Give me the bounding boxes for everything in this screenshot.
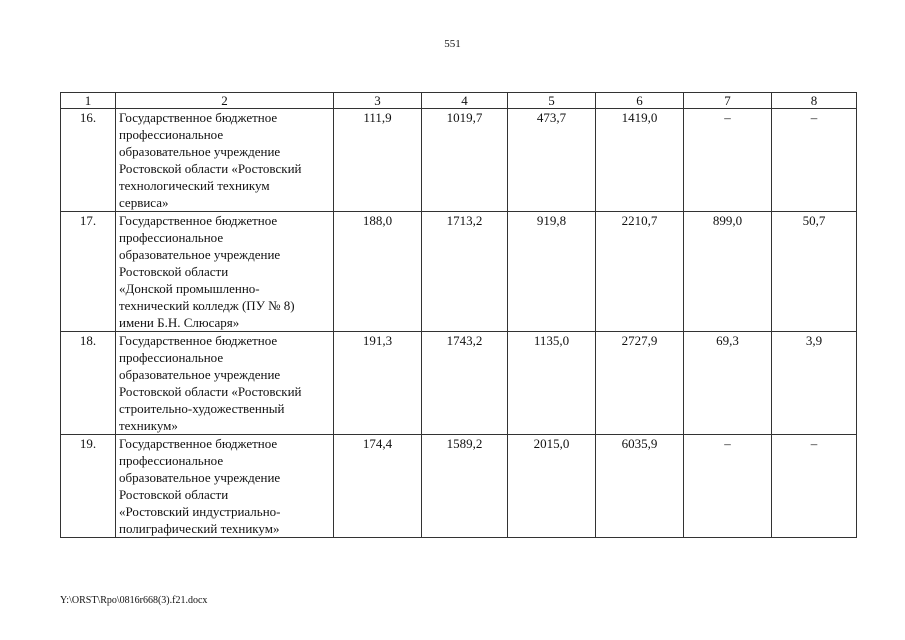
table-row (61, 435, 857, 538)
name-line: образовательное учреждение (119, 247, 281, 262)
name-line: имени Б.Н. Слюсаря» (119, 315, 240, 330)
page-number: 551 (444, 38, 461, 50)
name-line: Государственное бюджетное (119, 436, 278, 451)
value-cell: 1743,2 (422, 332, 508, 435)
institution-name (116, 332, 334, 435)
footer-file-path: Y:\ORST\Rpo\0816r668(3).f21.docx (60, 595, 208, 606)
name-line: технический колледж (ПУ № 8) (119, 298, 295, 313)
column-header: 7 (684, 93, 772, 109)
name-line: технологический техникум (119, 178, 270, 193)
value-cell: – (772, 435, 857, 538)
value-cell: 919,8 (508, 212, 596, 332)
institution-name (116, 435, 334, 538)
value-cell: 2210,7 (596, 212, 684, 332)
value-cell: 3,9 (772, 332, 857, 435)
name-line: образовательное учреждение (119, 470, 281, 485)
name-line: профессиональное (119, 230, 224, 245)
table-row (61, 109, 857, 212)
value-cell: 50,7 (772, 212, 857, 332)
column-header: 1 (61, 93, 116, 109)
name-line: профессиональное (119, 127, 224, 142)
table-row (61, 332, 857, 435)
name-line: Государственное бюджетное (119, 333, 278, 348)
table-row (61, 212, 857, 332)
name-line: образовательное учреждение (119, 367, 281, 382)
name-line: «Донской промышленно- (119, 281, 260, 296)
value-cell: 1713,2 (422, 212, 508, 332)
institution-name (116, 212, 334, 332)
name-line: профессиональное (119, 453, 224, 468)
value-cell: – (684, 109, 772, 212)
value-cell: 188,0 (334, 212, 422, 332)
value-cell: 473,7 (508, 109, 596, 212)
name-line: Ростовской области «Ростовский (119, 161, 302, 176)
value-cell: 191,3 (334, 332, 422, 435)
column-header: 8 (772, 93, 857, 109)
value-cell: 6035,9 (596, 435, 684, 538)
budget-table (60, 92, 857, 538)
value-cell: 2727,9 (596, 332, 684, 435)
institution-name (116, 109, 334, 212)
row-number: 18. (61, 332, 116, 435)
column-number-row (61, 93, 857, 109)
value-cell: 1019,7 (422, 109, 508, 212)
row-number: 16. (61, 109, 116, 212)
value-cell: – (772, 109, 857, 212)
name-line: строительно-художественный (119, 401, 285, 416)
name-line: профессиональное (119, 350, 224, 365)
name-line: сервиса» (119, 195, 169, 210)
name-line: Государственное бюджетное (119, 213, 278, 228)
name-line: Ростовской области «Ростовский (119, 384, 302, 399)
value-cell: 1589,2 (422, 435, 508, 538)
column-header: 3 (334, 93, 422, 109)
name-line: Ростовской области (119, 264, 229, 279)
value-cell: 174,4 (334, 435, 422, 538)
value-cell: 69,3 (684, 332, 772, 435)
value-cell: 1135,0 (508, 332, 596, 435)
name-line: Государственное бюджетное (119, 110, 278, 125)
column-header: 6 (596, 93, 684, 109)
value-cell: – (684, 435, 772, 538)
column-header: 5 (508, 93, 596, 109)
column-header: 2 (116, 93, 334, 109)
column-header: 4 (422, 93, 508, 109)
value-cell: 111,9 (334, 109, 422, 212)
name-line: образовательное учреждение (119, 144, 281, 159)
row-number: 17. (61, 212, 116, 332)
value-cell: 899,0 (684, 212, 772, 332)
name-line: полиграфический техникум» (119, 521, 280, 536)
name-line: «Ростовский индустриально- (119, 504, 281, 519)
row-number: 19. (61, 435, 116, 538)
value-cell: 1419,0 (596, 109, 684, 212)
name-line: Ростовской области (119, 487, 229, 502)
name-line: техникум» (119, 418, 178, 433)
value-cell: 2015,0 (508, 435, 596, 538)
